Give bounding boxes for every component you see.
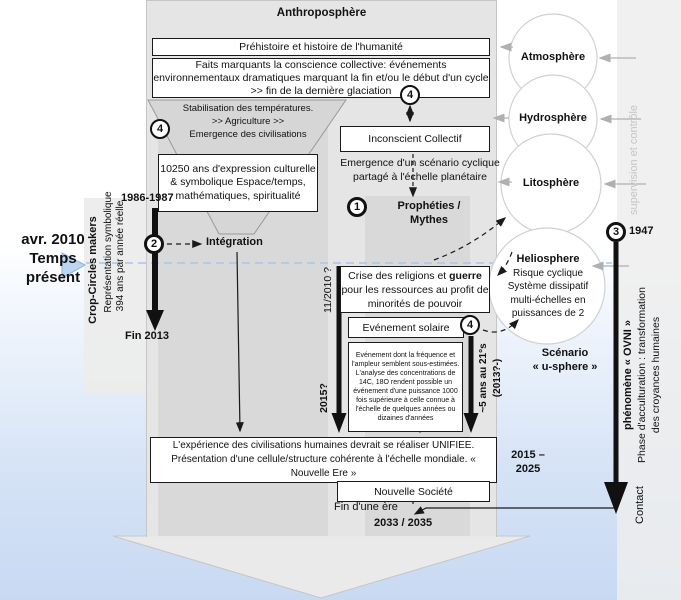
funnel-label (150, 102, 346, 141)
marker-4-solaire: 4 (460, 315, 480, 335)
heliosphere-line3: multi-échelles en (510, 294, 586, 306)
emergence-label (334, 156, 506, 184)
crop-makers-label: Crop-Circles makers (87, 216, 99, 324)
crise-post: pour les ressources au profit de minorités de pouvoir (341, 283, 489, 310)
fin-ere-label: Fin d'une ère (334, 501, 398, 513)
phase-label: Phase d'acculturation : transformation (636, 287, 648, 463)
hydrosphere-label: Hydrosphère (519, 112, 587, 124)
faits-box (152, 58, 490, 98)
fin2013-label: Fin 2013 (125, 330, 170, 342)
inconscient-box (340, 126, 490, 152)
evenement-box (348, 317, 464, 338)
crise-bold: guerre (449, 269, 482, 282)
range-line1: 2015 – (511, 449, 545, 461)
croyances-label: des croyances humaines (650, 316, 662, 434)
annees-label: 394 ans par année réelle (114, 200, 126, 312)
prehistoire-box (152, 38, 490, 56)
present-line3: présent (25, 269, 81, 286)
duree-5ans-label: ~5 ans au 21°s (477, 343, 489, 413)
big-arrow-head (113, 536, 530, 598)
crise-pre: Crise des religions et (348, 269, 450, 282)
litosphere-label: Litosphère (522, 177, 580, 189)
heliosphere-line4: puissances de 2 (511, 308, 585, 319)
ovni-label: phénomène « OVNI » (622, 319, 634, 431)
label-2033-2035: 2033 / 2035 (374, 517, 433, 529)
propheties-line1: Prophéties / (397, 200, 461, 212)
evenement-detail-box (348, 342, 463, 432)
heliosphere-line2: Système dissipatif (507, 281, 589, 292)
heliosphere-line1: Risque cyclique (512, 267, 584, 279)
marker-2: 2 (144, 234, 164, 254)
diagram-title: Anthroposphère (276, 7, 367, 19)
representation-label: Représentation symbolique (102, 191, 114, 313)
faits-text: Faits marquants la conscience collective: événements environnementaux dramatiques marquant la fin et/ou le début d'un cycle >> fin de la dernière glaciation (153, 58, 489, 97)
scenario-line2: « u-sphere » (532, 361, 598, 373)
present-line2: Temps (29, 250, 77, 267)
range-line2: 2025 (515, 463, 541, 475)
scenario-line1: Scénario (541, 347, 589, 359)
label-1986-1987: 1986-1987 (121, 192, 174, 204)
expression-box (158, 154, 318, 212)
crise-text (341, 269, 489, 311)
contact-label: Contact (634, 486, 646, 524)
marker-4-glaciation: 4 (400, 85, 420, 105)
label-1947: 1947 (629, 225, 654, 237)
date-2015-label: 2015? (318, 383, 330, 413)
marker-3: 3 (606, 222, 626, 242)
supervision-label: supervision et contrôle (628, 104, 640, 216)
atmosphere-label: Atmosphère (520, 51, 586, 63)
heliosphere-label (489, 253, 607, 321)
integration-label: Intégration (206, 236, 263, 248)
funnel-line1: Stabilisation des températures. (182, 103, 314, 114)
marker-4-funnel: 4 (150, 119, 170, 139)
crise-box (340, 266, 490, 313)
present-line1: avr. 2010 (21, 231, 85, 248)
evenement-detail-text: Evénement dont la fréquence et l'ampleur semblent sous-estimées. L'analyse des concentrations de 14C, 18O rendent possible un événement d'une puissance 1000 fois supérieure à celle connue à l'échelle de quelques années ou dizaines d'années (351, 352, 460, 422)
emergence-line1: Emergence d'un scénario cyclique (340, 157, 500, 169)
range-2015-2025 (505, 448, 551, 476)
unifiee-text: L'expérience des civilisations humaines devrait se réaliser UNIFIEE. Présentation d'une cellule/structure cohérente à l'échelle mondiale. « Nouvelle Ere » (171, 440, 476, 479)
inconscient-text: Inconscient Collectif (368, 133, 462, 145)
scenario-label (520, 346, 610, 374)
marker-1: 1 (347, 197, 367, 217)
emergence-line2: partagé à l'échelle planétaire (353, 171, 487, 183)
propheties-label (383, 199, 475, 227)
propheties-line2: Mythes (410, 214, 448, 226)
funnel-line3: Emergence des civilisations (189, 129, 307, 140)
heliosphere-name: Heliosphere (516, 253, 580, 265)
date-2013-label: (2013?-) (491, 358, 503, 398)
societe-box (337, 481, 490, 502)
prehistoire-text: Préhistoire et histoire de l'humanité (239, 41, 403, 53)
funnel-line2: >> Agriculture >> (211, 116, 285, 127)
societe-text: Nouvelle Société (374, 485, 453, 498)
expression-text: 10250 ans d'expression culturelle & symbolique Espace/temps, mathématiques, spiritualité (160, 162, 316, 202)
date-11-2010-label: 11/2010 ? (322, 267, 334, 313)
evenement-text: Evénement solaire (362, 321, 450, 334)
